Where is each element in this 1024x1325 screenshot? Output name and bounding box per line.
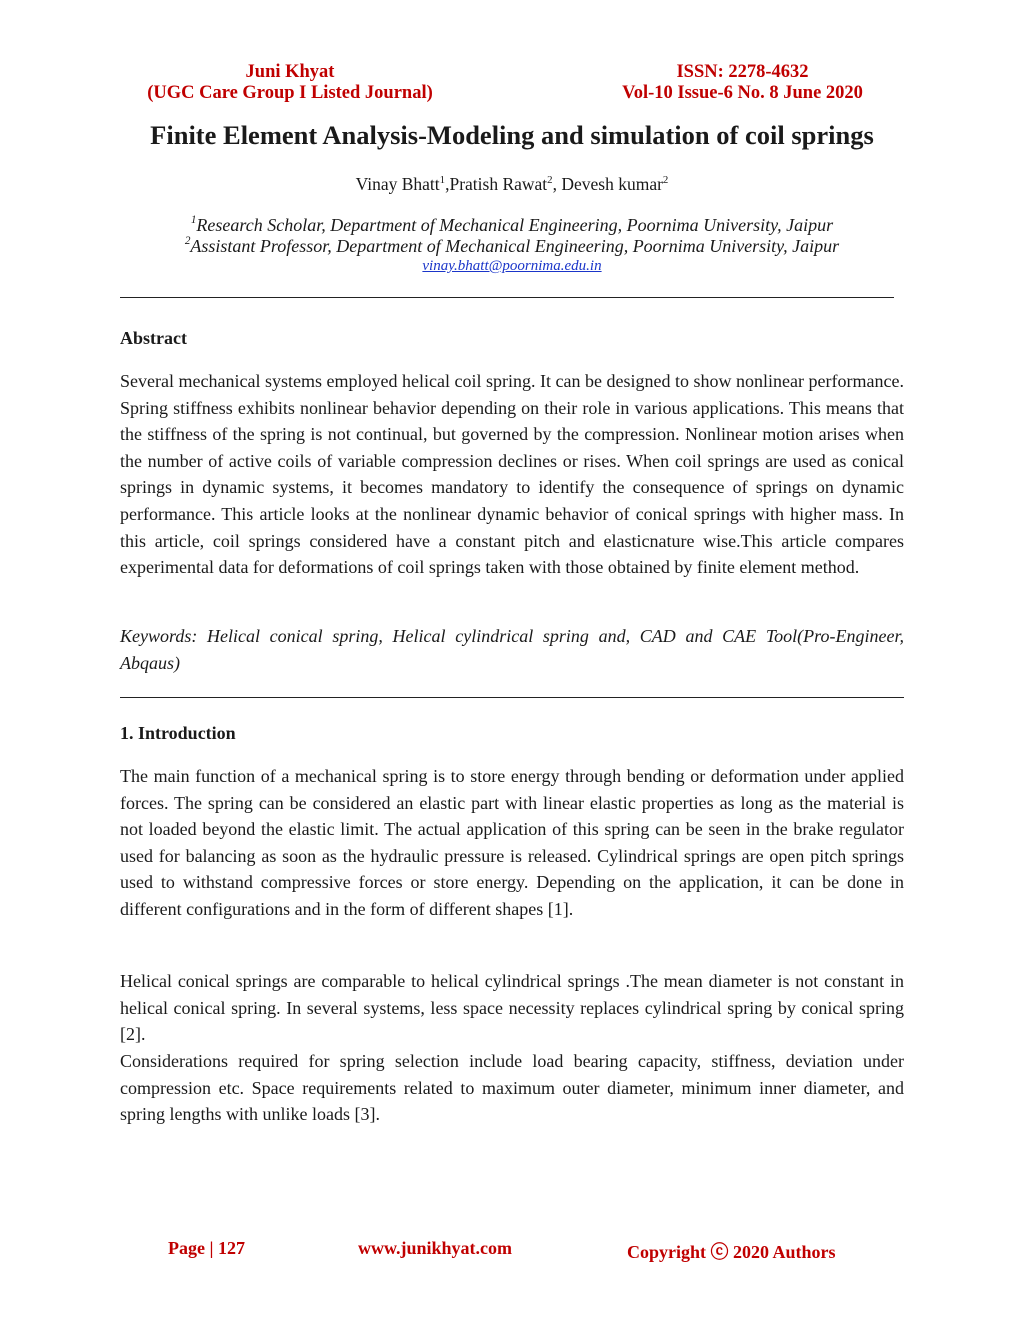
author-list xyxy=(0,174,1024,195)
affiliation-line xyxy=(0,236,1024,257)
keywords: Keywords: Helical conical spring, Helical cylindrical spring and, CAD and CAE Tool(Pro-Engineer, Abqaus) xyxy=(120,626,904,673)
affiliation-mark: 2 xyxy=(184,235,191,248)
introduction-paragraph: Helical conical springs are comparable to helical cylindrical springs .The mean diameter is not constant in helical conical spring. In several systems, less space necessity replaces cylindrical spring by conical spring [2]. xyxy=(120,971,904,1045)
author-affiliation-mark: 1 xyxy=(439,173,446,186)
journal-listing: (UGC Care Group I Listed Journal) xyxy=(147,83,433,103)
footer-copyright: Copyright ⓒ 2020 Authors xyxy=(627,1242,836,1262)
abstract-body: Several mechanical systems employed helical coil spring. It can be designed to show nonlinear performance. Spring stiffness exhibits nonlinear behavior depending on their role in various applications. This means that the stiffness of the spring is not continual, but governed by the compression. Nonlinear motion arises when the number of active coils of variable compression declines or rises. When coil springs are used as conical springs in dynamic systems, it becomes mandatory to identify the consequence of springs on dynamic performance. This article looks at the nonlinear dynamic behavior of conical springs with higher mass. In this article, coil springs considered have a constant pitch and elasticnature wise.This article compares experimental data for deformations of coil springs taken with those obtained by finite element method. xyxy=(120,371,904,578)
introduction-paragraph: The main function of a mechanical spring is to store energy through bending or deformation under applied forces. The spring can be considered an elastic part with linear elastic properties as long as the material is not loaded beyond the elastic limit. The actual application of this spring can be seen in the brake regulator used for balancing as soon as the hydraulic pressure is released. Cylindrical springs are open pitch springs used to withstand compressive forces or store energy. Depending on the application, it can be done in different configurations and in the form of different shapes [1]. xyxy=(120,766,904,919)
email-link[interactable]: vinay.bhatt@poornima.edu.in xyxy=(422,258,602,274)
journal-header-right xyxy=(595,62,890,104)
divider-rule xyxy=(120,297,894,298)
introduction-heading: 1. Introduction xyxy=(120,723,236,743)
author-name: Pratish Rawat xyxy=(449,174,548,194)
divider-rule xyxy=(120,697,904,698)
abstract-heading: Abstract xyxy=(120,328,187,348)
author-name: Vinay Bhatt xyxy=(355,174,440,194)
affiliation-text: Assistant Professor, Department of Mechanical Engineering, Poornima University, Jaipur xyxy=(190,236,840,256)
journal-name: Juni Khyat xyxy=(245,62,335,82)
journal-issn: ISSN: 2278-4632 xyxy=(676,62,809,82)
author-name: Devesh kumar xyxy=(561,174,663,194)
journal-header-left xyxy=(120,62,460,104)
affiliation-text: Research Scholar, Department of Mechanical Engineering, Poornima University, Jaipur xyxy=(196,215,834,235)
affiliation-mark: 1 xyxy=(190,214,197,227)
author-separator: , xyxy=(552,174,562,194)
author-separator: , xyxy=(445,174,450,194)
affiliation-line xyxy=(0,215,1024,236)
affiliation-block xyxy=(0,215,1024,275)
introduction-paragraph: Considerations required for spring selection include load bearing capacity, stiffness, deviation under compression etc. Space requirements related to maximum outer diameter, minimum inner diameter, and spring lengths with unlike loads [3]. xyxy=(120,1051,904,1125)
journal-volume-issue: Vol-10 Issue-6 No. 8 June 2020 xyxy=(622,83,863,103)
footer-website-link[interactable]: www.junikhyat.com xyxy=(358,1238,513,1258)
author-affiliation-mark: 2 xyxy=(547,173,553,186)
footer-page-number: Page | 127 xyxy=(168,1238,245,1258)
paper-title: Finite Element Analysis-Modeling and simulation of coil springs xyxy=(150,120,874,150)
author-affiliation-mark: 2 xyxy=(662,173,669,186)
